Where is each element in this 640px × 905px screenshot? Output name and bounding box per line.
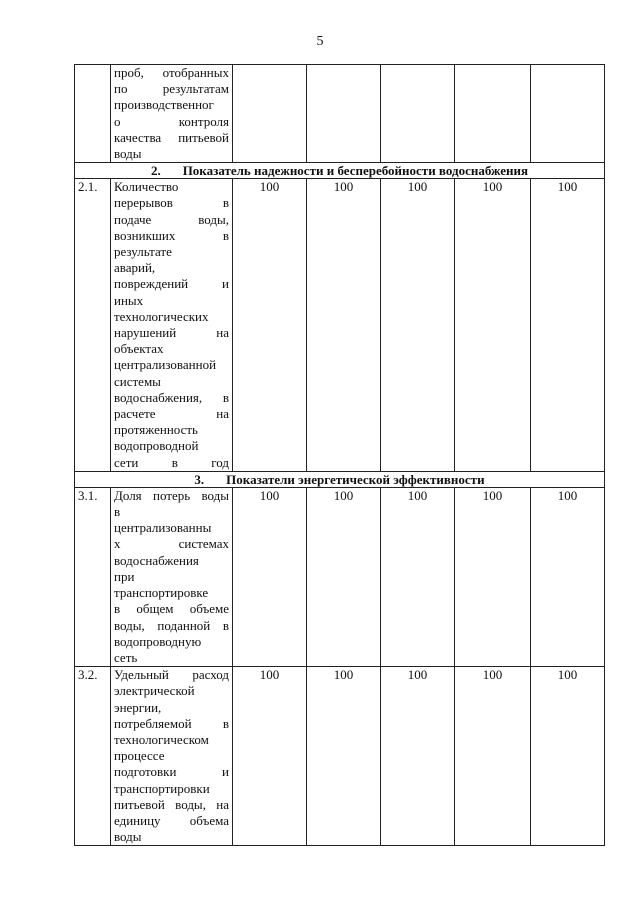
description-line: проб, отобранных bbox=[114, 65, 229, 80]
description-line: при bbox=[114, 568, 135, 584]
description-line: о контроля bbox=[114, 113, 229, 129]
description-line: по результатам bbox=[114, 81, 229, 97]
description-line: производственног bbox=[114, 97, 214, 113]
description-line: транспортировки bbox=[114, 780, 210, 796]
description-line: воды, поданной в bbox=[114, 617, 229, 633]
value-cell: 100 bbox=[381, 179, 455, 472]
section-title: Показатель надежности и бесперебойности водоснабжения bbox=[182, 163, 529, 179]
value-cell bbox=[455, 65, 531, 163]
description-line: перерывов в bbox=[114, 195, 229, 211]
row-number-cell: 2.1. bbox=[75, 179, 111, 472]
description-line: потребляемой в bbox=[114, 715, 229, 731]
indicator-description bbox=[111, 65, 233, 163]
description-line: подаче воды, bbox=[114, 211, 229, 227]
description-line: протяженность bbox=[114, 422, 198, 438]
description-line: возникших в bbox=[114, 227, 229, 243]
description-line: подготовки и bbox=[114, 764, 229, 780]
section-title-cell bbox=[75, 163, 605, 179]
description-line: Доля потерь воды bbox=[114, 487, 229, 503]
description-line: энергии, bbox=[114, 699, 162, 715]
value-cell bbox=[307, 65, 381, 163]
value-cell: 100 bbox=[233, 487, 307, 666]
value-cell: 100 bbox=[531, 667, 605, 846]
description-line: питьевой воды, на bbox=[114, 796, 229, 812]
page-number: 5 bbox=[316, 34, 324, 49]
description-line: воды bbox=[114, 829, 142, 845]
description-line: в bbox=[114, 504, 121, 520]
description-line: водоснабжения bbox=[114, 552, 199, 568]
description-line: х системах bbox=[114, 536, 229, 552]
value-cell bbox=[531, 65, 605, 163]
description-line: водопроводную bbox=[114, 633, 202, 649]
value-cell: 100 bbox=[455, 667, 531, 846]
value-cell: 100 bbox=[531, 179, 605, 472]
row-number-cell: 3.1. bbox=[75, 487, 111, 666]
section-header-2 bbox=[75, 163, 605, 179]
value-cell: 100 bbox=[531, 487, 605, 666]
value-cell: 100 bbox=[381, 487, 455, 666]
value-cell: 100 bbox=[307, 179, 381, 472]
description-line: водоснабжения, в bbox=[114, 389, 229, 405]
description-line: результате bbox=[114, 244, 172, 260]
value-cell: 100 bbox=[233, 179, 307, 472]
description-line: Количество bbox=[114, 179, 179, 195]
description-line: технологическом bbox=[114, 731, 209, 747]
description-line: иных bbox=[114, 292, 144, 308]
value-cell: 100 bbox=[307, 667, 381, 846]
value-cell: 100 bbox=[381, 667, 455, 846]
indicator-description bbox=[111, 667, 233, 846]
description-line: Удельный расход bbox=[114, 667, 229, 683]
row-number-cell: 3.2. bbox=[75, 667, 111, 846]
value-cell: 100 bbox=[455, 487, 531, 666]
value-cell: 100 bbox=[455, 179, 531, 472]
section-title-cell bbox=[75, 471, 605, 487]
description-line: единицу объема bbox=[114, 812, 229, 828]
row-number-cell bbox=[75, 65, 111, 163]
value-cell: 100 bbox=[307, 487, 381, 666]
description-line: сеть bbox=[114, 649, 138, 665]
section-title: Показатели энергетической эффективности bbox=[226, 471, 485, 487]
description-line: повреждений и bbox=[114, 276, 229, 292]
table-row-continuation bbox=[75, 65, 605, 163]
description-line: централизованной bbox=[114, 357, 217, 373]
value-cell bbox=[381, 65, 455, 163]
table-row-3-1 bbox=[75, 487, 605, 666]
section-header-3 bbox=[75, 471, 605, 487]
section-number: 3. bbox=[194, 471, 205, 487]
description-line: водопроводной bbox=[114, 438, 199, 454]
table-row-3-2 bbox=[75, 667, 605, 846]
description-line: качества питьевой bbox=[114, 129, 229, 145]
description-line: технологических bbox=[114, 308, 209, 324]
description-line: централизованны bbox=[114, 520, 212, 536]
value-cell: 100 bbox=[233, 667, 307, 846]
indicators-table bbox=[74, 64, 605, 846]
description-line: электрической bbox=[114, 683, 195, 699]
description-line: транспортировке bbox=[114, 585, 209, 601]
description-line: объектах bbox=[114, 341, 164, 357]
description-line: сети в год bbox=[114, 454, 229, 470]
description-line: аварий, bbox=[114, 260, 156, 276]
table-row-2-1 bbox=[75, 179, 605, 472]
description-line: расчете на bbox=[114, 406, 229, 422]
indicator-description bbox=[111, 179, 233, 472]
description-line: нарушений на bbox=[114, 325, 229, 341]
section-number: 2. bbox=[150, 163, 161, 179]
value-cell bbox=[233, 65, 307, 163]
description-line: в общем объеме bbox=[114, 601, 229, 617]
indicator-description bbox=[111, 487, 233, 666]
description-line: процессе bbox=[114, 748, 165, 764]
description-line: системы bbox=[114, 373, 161, 389]
description-line: воды bbox=[114, 146, 142, 162]
